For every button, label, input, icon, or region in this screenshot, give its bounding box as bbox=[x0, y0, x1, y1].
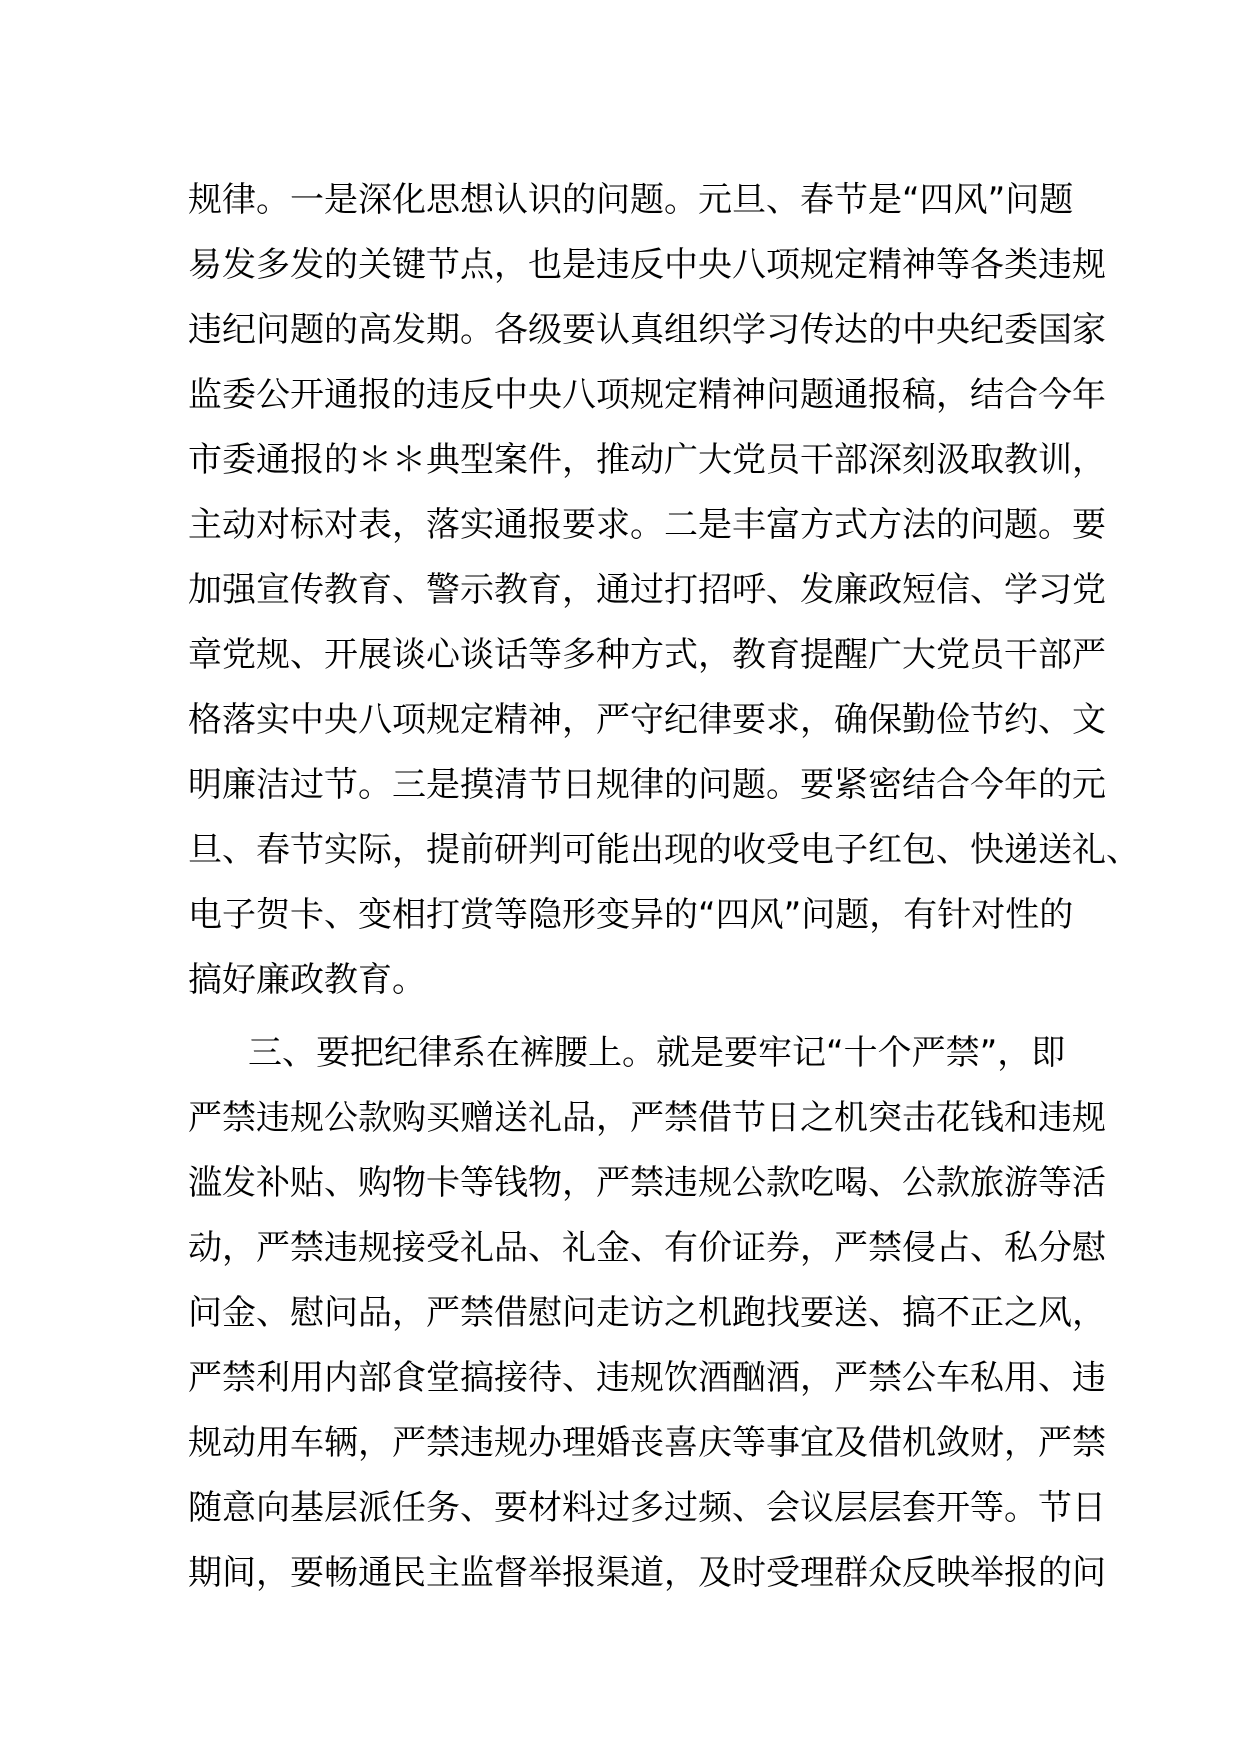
text-line: 规动用车辆，严禁违规办理婚丧喜庆等事宜及借机敛财，严禁 bbox=[188, 1423, 1106, 1463]
text-line: 章党规、开展谈心谈话等多种方式，教育提醒广大党员干部严 bbox=[188, 635, 1106, 675]
text-line: 严禁违规公款购买赠送礼品，严禁借节日之机突击花钱和违规 bbox=[188, 1098, 1106, 1138]
text-line: 违纪问题的高发期。各级要认真组织学习传达的中央纪委国家 bbox=[188, 310, 1106, 350]
paragraph-gap bbox=[188, 1013, 1068, 1021]
paragraph-1 bbox=[188, 168, 1140, 1013]
text-line: 格落实中央八项规定精神，严守纪律要求，确保勤俭节约、文 bbox=[188, 700, 1106, 740]
text-line: 市委通报的＊＊典型案件，推动广大党员干部深刻汲取教训， bbox=[188, 440, 1106, 480]
text-line: 规律。一是深化思想认识的问题。元旦、春节是“四风”问题 bbox=[188, 180, 1074, 220]
text-line: 三、要把纪律系在裤腰上。就是要牢记“十个严禁”，即 bbox=[248, 1033, 1066, 1073]
text-line: 主动对标对表，落实通报要求。二是丰富方式方法的问题。要 bbox=[188, 505, 1106, 545]
text-line: 滥发补贴、购物卡等钱物，严禁违规公款吃喝、公款旅游等活 bbox=[188, 1163, 1106, 1203]
text-line: 电子贺卡、变相打赏等隐形变异的“四风”问题，有针对性的 bbox=[188, 895, 1074, 935]
text-line: 期间，要畅通民主监督举报渠道，及时受理群众反映举报的问 bbox=[188, 1553, 1106, 1593]
text-line: 随意向基层派任务、要材料过多过频、会议层层套开等。节日 bbox=[188, 1488, 1106, 1528]
text-line: 动，严禁违规接受礼品、礼金、有价证券，严禁侵占、私分慰 bbox=[188, 1228, 1106, 1268]
text-line: 易发多发的关键节点，也是违反中央八项规定精神等各类违规 bbox=[188, 245, 1106, 285]
text-line: 加强宣传教育、警示教育，通过打招呼、发廉政短信、学习党 bbox=[188, 570, 1106, 610]
paragraph-2 bbox=[188, 1021, 1106, 1606]
text-line: 搞好廉政教育。 bbox=[188, 960, 426, 1000]
text-line: 明廉洁过节。三是摸清节日规律的问题。要紧密结合今年的元 bbox=[188, 765, 1106, 805]
text-line: 旦、春节实际，提前研判可能出现的收受电子红包、快递送礼、 bbox=[188, 830, 1140, 870]
text-line: 问金、慰问品，严禁借慰问走访之机跑找要送、搞不正之风， bbox=[188, 1293, 1106, 1333]
document-body bbox=[188, 168, 1140, 1606]
text-line: 监委公开通报的违反中央八项规定精神问题通报稿，结合今年 bbox=[188, 375, 1106, 415]
text-line: 严禁利用内部食堂搞接待、违规饮酒酗酒，严禁公车私用、违 bbox=[188, 1358, 1106, 1398]
